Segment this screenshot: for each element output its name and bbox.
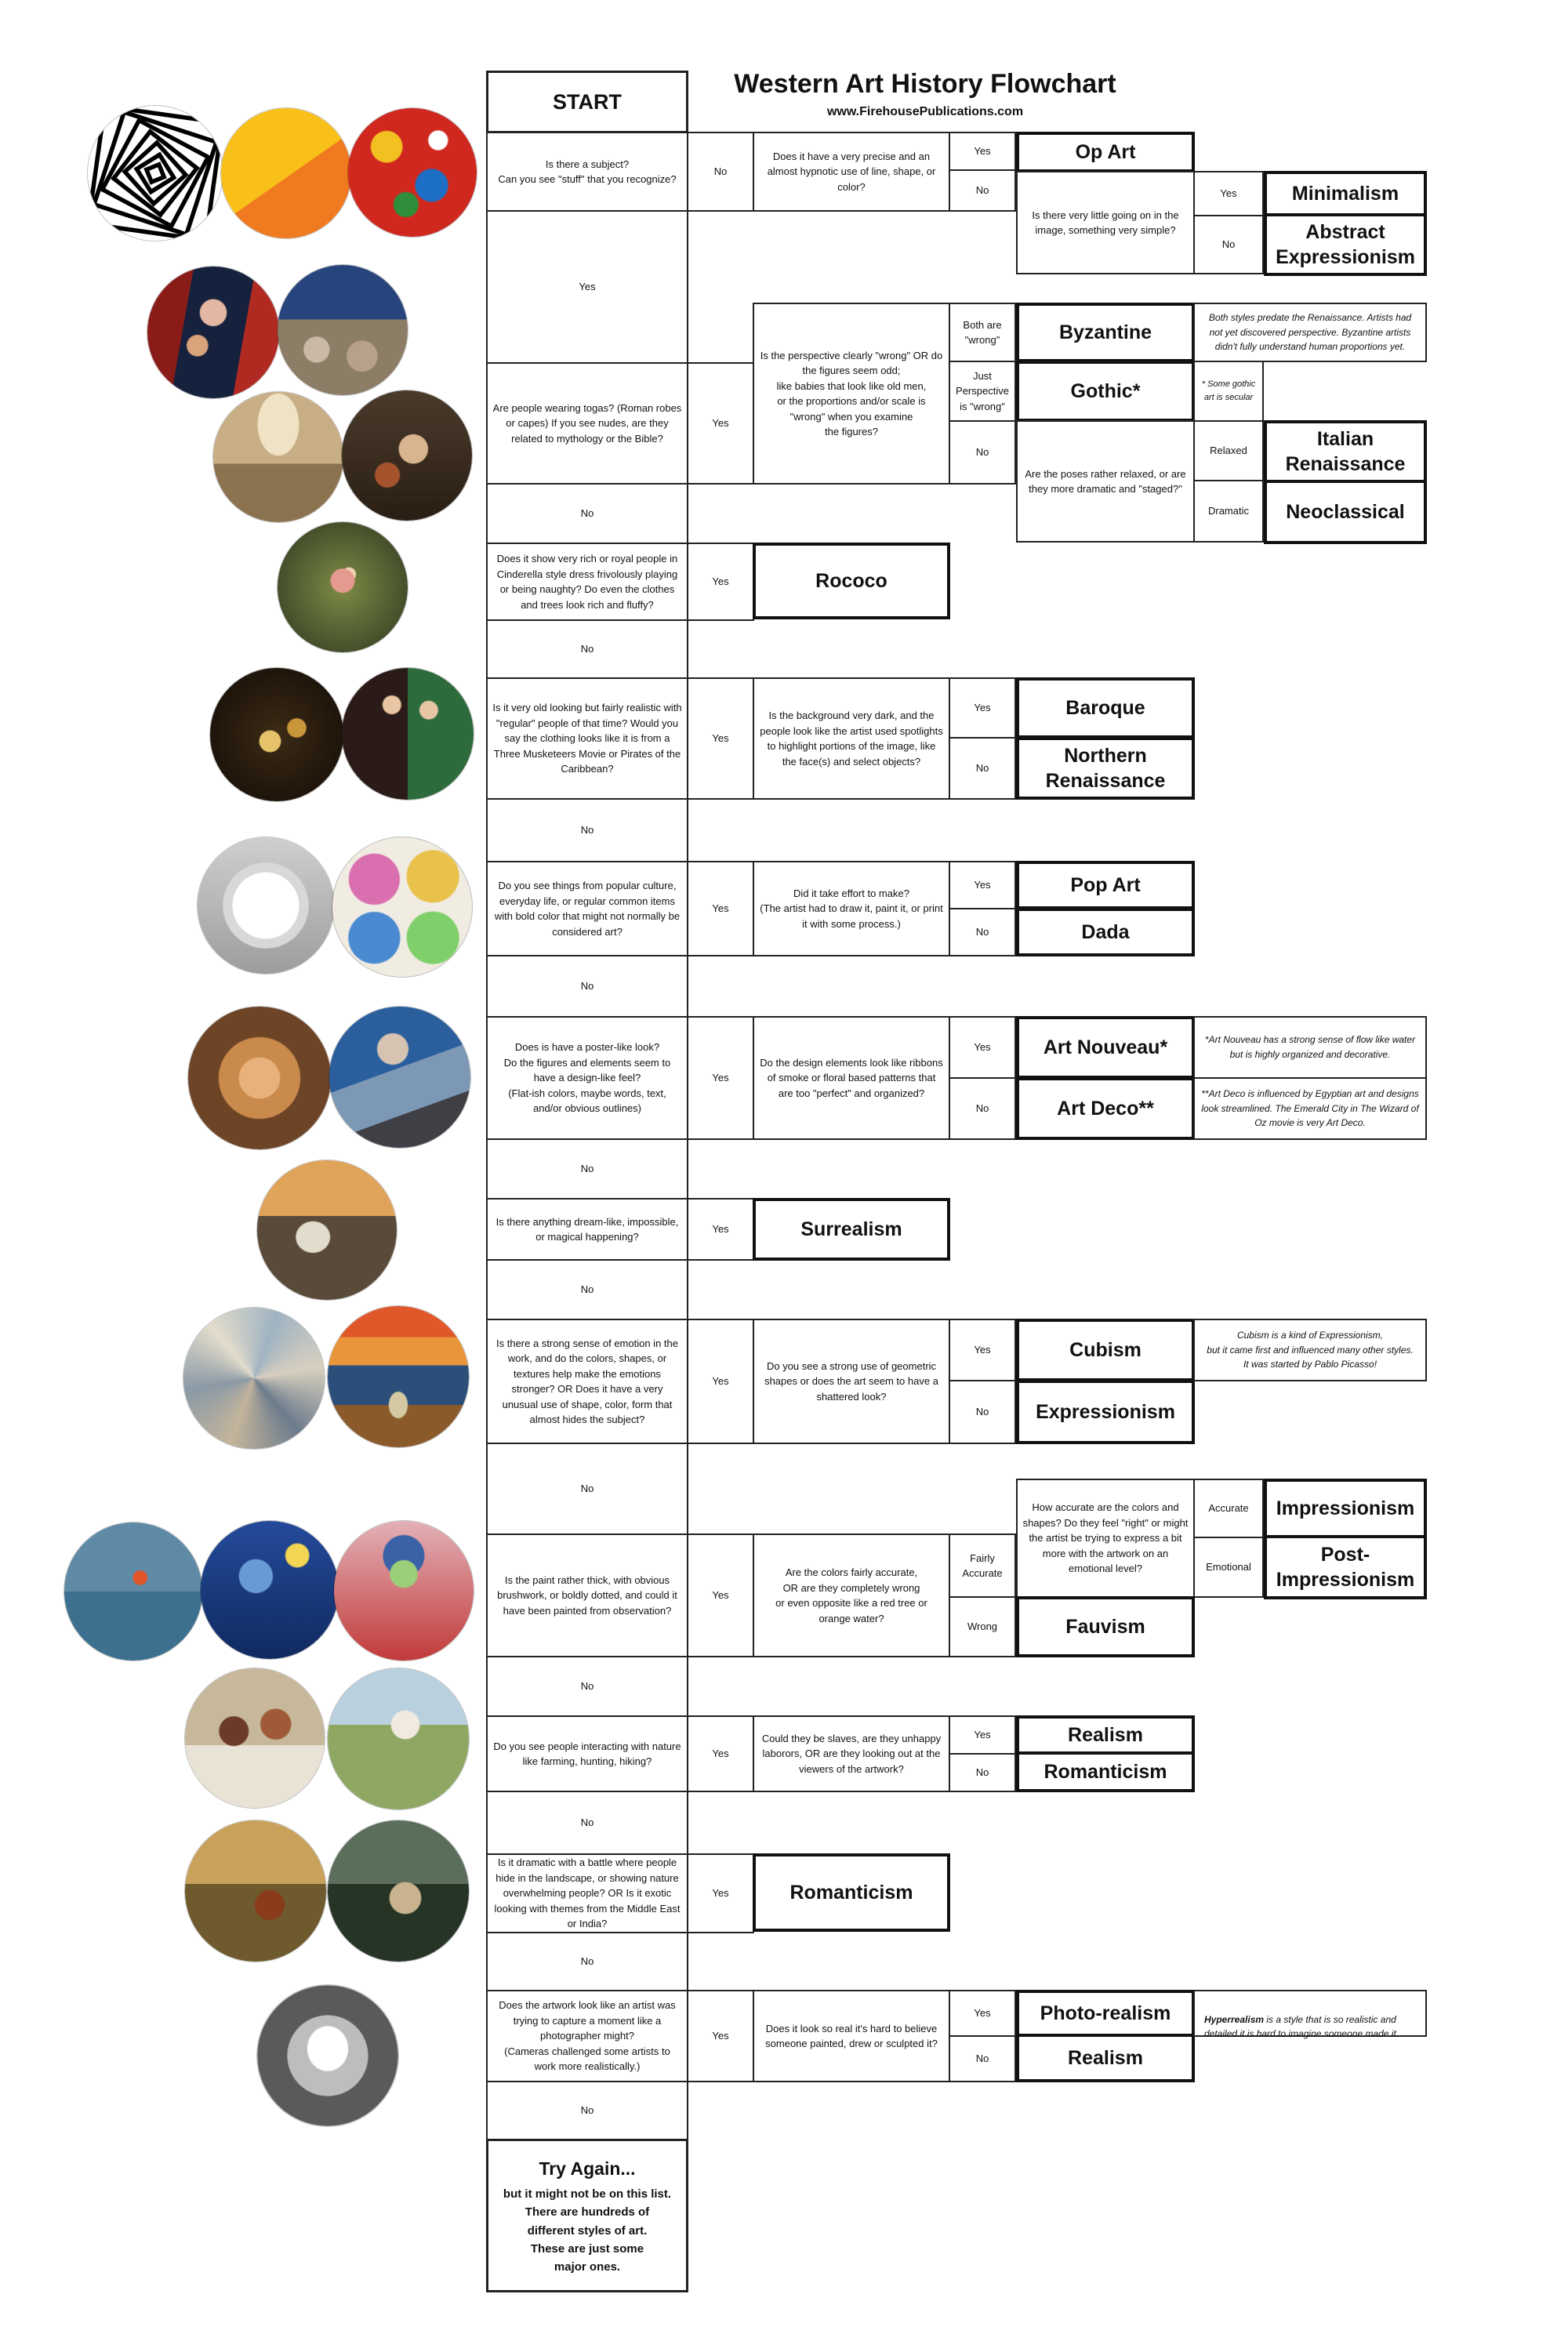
romanticism-thumbnail-raft <box>328 1820 469 1962</box>
surrealism-thumbnail <box>257 1160 397 1300</box>
rococo-thumbnail <box>278 522 408 652</box>
answer-just-perspective[interactable]: Just Perspective is "wrong" <box>949 361 1016 422</box>
note-hyperrealism-text: is a style that is so realistic and detailed it is hard to imagine someone made it. <box>1204 2013 1399 2040</box>
question-op-art: Does it have a very precise and an almost hypnotic use of line, shape, or color? <box>753 132 950 212</box>
answer-yes-emotion[interactable]: Yes <box>687 1319 754 1444</box>
byzantine-thumbnail <box>147 267 279 398</box>
style-byzantine[interactable]: Byzantine <box>1016 303 1195 362</box>
style-neoclassical[interactable]: Neoclassical <box>1264 480 1427 544</box>
question-slaves: Could they be slaves, are they unhappy laborors, OR are they looking out at the viewers of the artwork? <box>753 1715 950 1792</box>
style-realism-2[interactable]: Realism <box>1016 2034 1195 2082</box>
answer-yes-geometric[interactable]: Yes <box>949 1319 1016 1381</box>
question-poses: Are the poses rather relaxed, or are they more dramatic and "staged?" <box>1016 420 1195 543</box>
answer-yes-surreal[interactable]: Yes <box>687 1198 754 1261</box>
style-minimalism[interactable]: Minimalism <box>1264 171 1427 216</box>
try-again-body: but it might not be on this list. There are hundreds of different styles of art. These are just some major ones. <box>503 2187 672 2274</box>
style-fauvism[interactable]: Fauvism <box>1016 1596 1195 1657</box>
answer-yes-battle[interactable]: Yes <box>687 1853 754 1933</box>
pop-art-thumbnail <box>332 837 472 977</box>
answer-yes-slaves[interactable]: Yes <box>949 1715 1016 1755</box>
answer-fairly-accurate[interactable]: Fairly Accurate <box>949 1534 1016 1598</box>
question-nature: Do you see people interacting with nature like farming, hunting, hiking? <box>486 1715 688 1792</box>
answer-yes-op[interactable]: Yes <box>949 132 1016 171</box>
answer-emotional[interactable]: Emotional <box>1193 1537 1264 1598</box>
question-geometric: Do you see a strong use of geometric shapes or does the art seem to have a shattered look? <box>753 1319 950 1444</box>
style-pop-art[interactable]: Pop Art <box>1016 861 1195 909</box>
baroque-thumbnail <box>210 668 343 801</box>
style-op-art[interactable]: Op Art <box>1016 132 1195 172</box>
answer-no-photographer[interactable]: No <box>486 2081 688 2140</box>
answer-no-subject[interactable]: No <box>687 132 754 212</box>
answer-yes-ribbons[interactable]: Yes <box>949 1016 1016 1079</box>
answer-no-ribbons[interactable]: No <box>949 1077 1016 1140</box>
answer-no-simple[interactable]: No <box>1193 215 1264 274</box>
answer-yes-subject[interactable]: Yes <box>486 210 688 364</box>
note-cubism: Cubism is a kind of Expressionism, but it came first and influenced many other styles. It was started by Pablo Picasso! <box>1193 1319 1427 1381</box>
style-gothic[interactable]: Gothic* <box>1016 361 1195 422</box>
question-subject: Is there a subject? Can you see "stuff" that you recognize? <box>486 132 688 212</box>
question-pop: Do you see things from popular culture, everyday life, or regular common items with bold color that might not normally be considered art? <box>486 861 688 956</box>
question-surreal: Is there anything dream-like, impossible, or magical happening? <box>486 1198 688 1261</box>
dada-thumbnail <box>198 837 334 974</box>
answer-no-surreal[interactable]: No <box>486 1259 688 1320</box>
answer-no-togas[interactable]: No <box>486 483 688 544</box>
answer-yes-photo[interactable]: Yes <box>949 1990 1016 2037</box>
answer-no-baroque[interactable]: No <box>486 798 688 862</box>
style-art-nouveau[interactable]: Art Nouveau* <box>1016 1016 1195 1079</box>
minimalism-thumbnail <box>221 108 351 238</box>
chart-title: Western Art History Flowchart <box>734 69 1116 99</box>
post-impressionism-thumbnail <box>201 1521 339 1659</box>
style-impressionism[interactable]: Impressionism <box>1264 1479 1427 1538</box>
art-nouveau-thumbnail <box>188 1007 331 1149</box>
style-dada[interactable]: Dada <box>1016 908 1195 956</box>
answer-dramatic[interactable]: Dramatic <box>1193 480 1264 543</box>
answer-yes-poster[interactable]: Yes <box>687 1016 754 1140</box>
style-expressionism[interactable]: Expressionism <box>1016 1380 1195 1444</box>
question-ribbons: Do the design elements look like ribbons of smoke or floral based patterns that are too "perfect" and organized? <box>753 1016 950 1140</box>
answer-yes-paint[interactable]: Yes <box>687 1534 754 1657</box>
question-perspective: Is the perspective clearly "wrong" OR do the figures seem odd; like babies that look like old men, or the proportions and/or scale is "wrong" when you examine the figures? <box>753 303 950 485</box>
answer-no-dark[interactable]: No <box>949 737 1016 800</box>
start-box: START <box>486 71 688 133</box>
question-photo-real: Does it look so real it's hard to believe someone painted, drew or sculpted it? <box>753 1990 950 2082</box>
style-art-deco[interactable]: Art Deco** <box>1016 1077 1195 1140</box>
note-gothic: * Some gothic art is secular <box>1193 361 1264 422</box>
realism-thumbnail <box>185 1668 325 1808</box>
answer-yes-effort[interactable]: Yes <box>949 861 1016 909</box>
op-art-thumbnail <box>88 106 223 241</box>
try-again-box <box>486 2139 688 2292</box>
answer-yes-simple[interactable]: Yes <box>1193 171 1264 216</box>
question-colors: Are the colors fairly accurate, OR are they completely wrong or even opposite like a red tree or orange water? <box>753 1534 950 1657</box>
answer-no-op[interactable]: No <box>949 169 1016 212</box>
style-abstract-expressionism[interactable]: Abstract Expressionism <box>1264 213 1427 276</box>
style-rococo[interactable]: Rococo <box>753 543 950 619</box>
style-cubism[interactable]: Cubism <box>1016 1319 1195 1381</box>
style-post-impressionism[interactable]: Post- Impressionism <box>1264 1535 1427 1599</box>
photo-realism-thumbnail <box>257 1985 398 2126</box>
style-northern-renaissance[interactable]: Northern Renaissance <box>1016 737 1195 800</box>
impressionism-thumbnail <box>64 1523 202 1661</box>
question-baroque: Is it very old looking but fairly realistic with "regular" people of that time? Would you say the clothing looks like it is from a Three Musketeers Movie or Pirates of the Caribbean? <box>486 677 688 800</box>
answer-no-poster[interactable]: No <box>486 1138 688 1200</box>
publisher-url[interactable]: www.FirehousePublications.com <box>826 105 1024 118</box>
romanticism-thumbnail-farming <box>328 1668 469 1809</box>
answer-wrong-colors[interactable]: Wrong <box>949 1596 1016 1657</box>
answer-yes-togas[interactable]: Yes <box>687 362 754 485</box>
style-italian-renaissance[interactable]: Italian Renaissance <box>1264 420 1427 483</box>
answer-no-pop[interactable]: No <box>486 955 688 1018</box>
question-effort: Did it take effort to make? (The artist had to draw it, paint it, or print it with some process.) <box>753 861 950 956</box>
answer-no-paint[interactable]: No <box>486 1656 688 1717</box>
answer-yes-dark[interactable]: Yes <box>949 677 1016 739</box>
note-art-nouveau: *Art Nouveau has a strong sense of flow like water but is highly organized and decorative. <box>1193 1016 1427 1079</box>
answer-yes-nature[interactable]: Yes <box>687 1715 754 1792</box>
gothic-thumbnail <box>278 265 408 395</box>
question-accuracy: How accurate are the colors and shapes? Do they feel "right" or might the artist be trying to express a bit more with the artwork on an emotional level? <box>1016 1479 1195 1598</box>
question-togas: Are people wearing togas? (Roman robes or capes) If you see nudes, are they related to mythology or the Bible? <box>486 362 688 485</box>
answer-no-geometric[interactable]: No <box>949 1380 1016 1444</box>
northern-renaissance-thumbnail <box>342 668 474 800</box>
style-surrealism[interactable]: Surrealism <box>753 1198 950 1261</box>
answer-yes-pop[interactable]: Yes <box>687 861 754 956</box>
style-romanticism-1[interactable]: Romanticism <box>1016 1751 1195 1792</box>
question-rococo: Does it show very rich or royal people in Cinderella style dress frivolously playing or being naughty? Do even the clothes and trees look rich and fluffy? <box>486 543 688 621</box>
answer-no-slaves[interactable]: No <box>949 1753 1016 1792</box>
answer-no-effort[interactable]: No <box>949 908 1016 956</box>
answer-no-rococo[interactable]: No <box>486 619 688 679</box>
question-simple: Is there very little going on in the image, something very simple? <box>1016 171 1195 274</box>
answer-no-nature[interactable]: No <box>486 1791 688 1855</box>
note-byzantine: Both styles predate the Renaissance. Artists had not yet discovered perspective. Byzantine artists didn't fully understand human proportions yet. <box>1193 303 1427 362</box>
style-romanticism-2[interactable]: Romanticism <box>753 1853 950 1932</box>
answer-accurate[interactable]: Accurate <box>1193 1479 1264 1538</box>
note-hyperrealism-term: Hyperrealism <box>1204 2013 1265 2025</box>
style-photo-realism[interactable]: Photo-realism <box>1016 1990 1195 2037</box>
answer-yes-photographer[interactable]: Yes <box>687 1990 754 2082</box>
neoclassical-thumbnail <box>342 390 472 521</box>
question-dark: Is the background very dark, and the people look like the artist used spotlights to highlight portions of the image, like the face(s) and select objects? <box>753 677 950 800</box>
style-baroque[interactable]: Baroque <box>1016 677 1195 739</box>
question-paint: Is the paint rather thick, with obvious brushwork, or boldly dotted, and could it have been painted from observation? <box>486 1534 688 1657</box>
question-photographer: Does the artwork look like an artist was trying to capture a moment like a photographer might? (Cameras challenged some artists to work more realistically.) <box>486 1990 688 2082</box>
answer-no-photo[interactable]: No <box>949 2035 1016 2082</box>
style-realism-1[interactable]: Realism <box>1016 1715 1195 1755</box>
answer-no-battle[interactable]: No <box>486 1932 688 1991</box>
cubism-thumbnail <box>183 1308 325 1449</box>
question-poster: Does is have a poster-like look? Do the figures and elements seem to have a design-like feel? (Flat-ish colors, maybe words, text, and/or obvious outlines) <box>486 1016 688 1140</box>
question-emotion: Is there a strong sense of emotion in the work, and do the colors, shapes, or textures help make the emotions stronger? OR Does it have a very unusual use of shape, color, form that almost hides the subject? <box>486 1319 688 1444</box>
answer-no-perspective[interactable]: No <box>949 420 1016 485</box>
answer-no-emotion[interactable]: No <box>486 1443 688 1535</box>
romanticism-thumbnail-battle <box>185 1820 326 1962</box>
answer-both-wrong[interactable]: Both are "wrong" <box>949 303 1016 362</box>
question-dramatic-battle: Is it dramatic with a battle where people hide in the landscape, or showing nature overwhelming people? OR Is it exotic looking with themes from the Middle East or India? <box>486 1853 688 1933</box>
try-again-title: Try Again... <box>539 2158 636 2179</box>
note-art-deco: **Art Deco is influenced by Egyptian art and designs look streamlined. The Emerald City in The Wizard of Oz movie is very Art Deco. <box>1193 1077 1427 1140</box>
fauvism-thumbnail <box>334 1521 474 1661</box>
answer-yes-rococo[interactable]: Yes <box>687 543 754 621</box>
expressionism-thumbnail <box>328 1306 469 1447</box>
answer-relaxed[interactable]: Relaxed <box>1193 420 1264 481</box>
answer-yes-baroque[interactable]: Yes <box>687 677 754 800</box>
italian-renaissance-thumbnail <box>213 392 343 522</box>
note-hyperrealism <box>1193 1990 1427 2040</box>
art-deco-thumbnail <box>329 1007 470 1148</box>
abstract-expressionism-thumbnail <box>348 108 477 237</box>
